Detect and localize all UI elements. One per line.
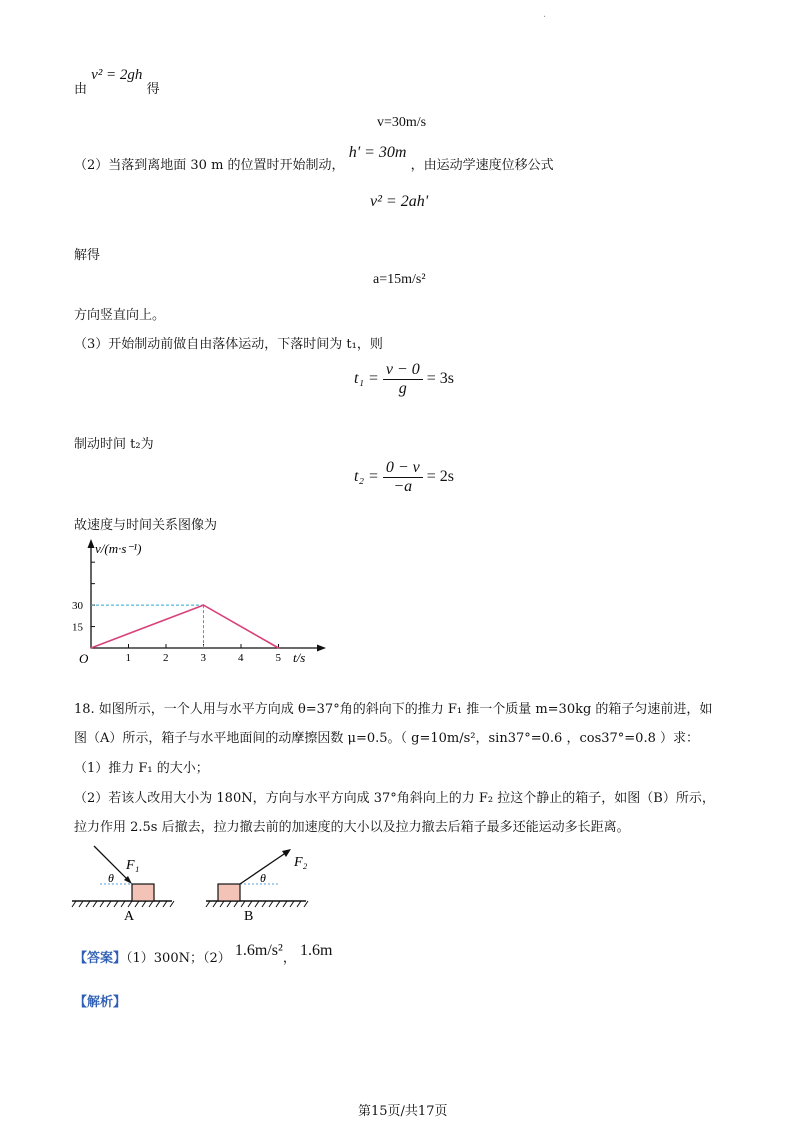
x-tick-label: 1 xyxy=(125,652,131,664)
t2-rhs: = 2s xyxy=(426,468,454,486)
sol1-prefix: 由 xyxy=(74,82,88,97)
t1-rhs: = 3s xyxy=(426,370,454,388)
direction-text: 方向竖直向上。 xyxy=(74,308,166,323)
x-axis-label: t/s xyxy=(293,650,306,665)
theta-label-a: θ xyxy=(108,871,114,885)
t2-lhs: t₂ = xyxy=(354,468,379,486)
caption-a: A xyxy=(124,909,135,920)
y-axis-label: v/(m·s⁻¹) xyxy=(95,541,142,556)
data-point xyxy=(203,604,205,606)
x-axis-arrow xyxy=(317,645,326,652)
part2-text-a: （2）当落到离地面 30 m 的位置时开始制动， xyxy=(74,158,345,173)
part2-line xyxy=(74,142,554,173)
part2-text-b: ，由运动学速度位移公式 xyxy=(410,158,554,173)
t1-denominator: g xyxy=(383,379,423,398)
q18-line2: 图（A）所示，箱子与水平地面间的动摩擦因数 μ=0.5。（ g=10m/s²，sin37°=0.6 ，cos37°=0.8 ）求： xyxy=(74,731,699,746)
solve-label: 解得 xyxy=(74,248,101,263)
ground-hatch xyxy=(206,901,308,907)
t1-equation xyxy=(354,361,454,398)
sol1-line xyxy=(74,64,160,97)
t2-denominator: −a xyxy=(383,477,423,496)
analysis-tag: 【解析】 xyxy=(74,995,127,1010)
origin-label: O xyxy=(79,651,89,666)
answer-distance: 1.6m xyxy=(299,942,333,959)
page-footer: 第15页/共17页 xyxy=(358,1104,448,1119)
figure-b xyxy=(202,840,322,920)
f2-label: F₂ xyxy=(294,855,308,870)
answer-accel: 1.6m/s² xyxy=(234,942,283,959)
q18-sub2-line2: 拉力作用 2.5s 后撤去，拉力撤去前的加速度的大小以及拉力撤去后箱子最多还能运动多长距离。 xyxy=(74,820,630,835)
q18-line1: 18. 如图所示，一个人用与水平方向成 θ=37°角的斜向下的推力 F₁ 推一个质量 m=30kg 的箱子匀速前进，如 xyxy=(74,702,713,717)
box xyxy=(218,884,240,901)
t2-numerator: 0 − v xyxy=(385,459,420,476)
caption-b: B xyxy=(244,909,254,920)
velocity-time-chart xyxy=(70,536,330,666)
box xyxy=(132,884,154,901)
t2-equation xyxy=(354,459,454,496)
part2-equation: v² = 2ah' xyxy=(370,193,429,210)
part3-text: （3）开始制动前做自由落体运动，下落时间为 t₁，则 xyxy=(74,337,383,352)
graph-intro: 故速度与时间关系图像为 xyxy=(74,518,218,533)
answer-tag: 【答案】 xyxy=(74,951,127,966)
f1-label: F₁ xyxy=(126,858,140,873)
y-tick-label: 30 xyxy=(72,600,83,613)
q18-sub1: （1）推力 F₁ 的大小； xyxy=(74,761,209,776)
ground-hatch xyxy=(72,901,174,907)
t1-lhs: t₁ = xyxy=(354,370,379,388)
corner-mark: · xyxy=(543,12,547,23)
velocity-line xyxy=(91,605,279,648)
accel-result: a=15m/s² xyxy=(373,272,426,287)
q18-sub2-line1: （2）若该人改用大小为 180N，方向与水平方向成 37°角斜向上的力 F₂ 拉这个静止的箱子，如图（B）所示， xyxy=(74,791,715,806)
theta-label-b: θ xyxy=(260,871,266,885)
answer-line xyxy=(74,940,333,966)
x-tick-label: 5 xyxy=(275,652,281,664)
x-tick-label: 4 xyxy=(238,652,244,664)
x-tick-label: 2 xyxy=(163,652,169,664)
f2-arrowhead xyxy=(282,849,291,857)
answer-text: （1）300N；（2） xyxy=(126,951,231,966)
part2-formula-h: h' = 30m xyxy=(348,144,407,161)
y-axis-arrow xyxy=(88,539,95,548)
t1-fraction xyxy=(383,361,423,398)
t2-fraction xyxy=(383,459,423,496)
data-point xyxy=(90,647,92,649)
brake-time-text: 制动时间 t₂为 xyxy=(74,437,154,452)
sol1-suffix: 得 xyxy=(146,82,160,97)
y-tick-label: 15 xyxy=(72,621,83,634)
sol1-formula: v² = 2gh xyxy=(91,67,143,83)
sol1-result: v=30m/s xyxy=(377,115,427,130)
t1-numerator: v − 0 xyxy=(385,361,420,378)
figure-a xyxy=(70,840,180,920)
answer-separator: ， xyxy=(282,951,296,966)
x-tick-label: 3 xyxy=(200,652,206,664)
data-point xyxy=(278,647,280,649)
